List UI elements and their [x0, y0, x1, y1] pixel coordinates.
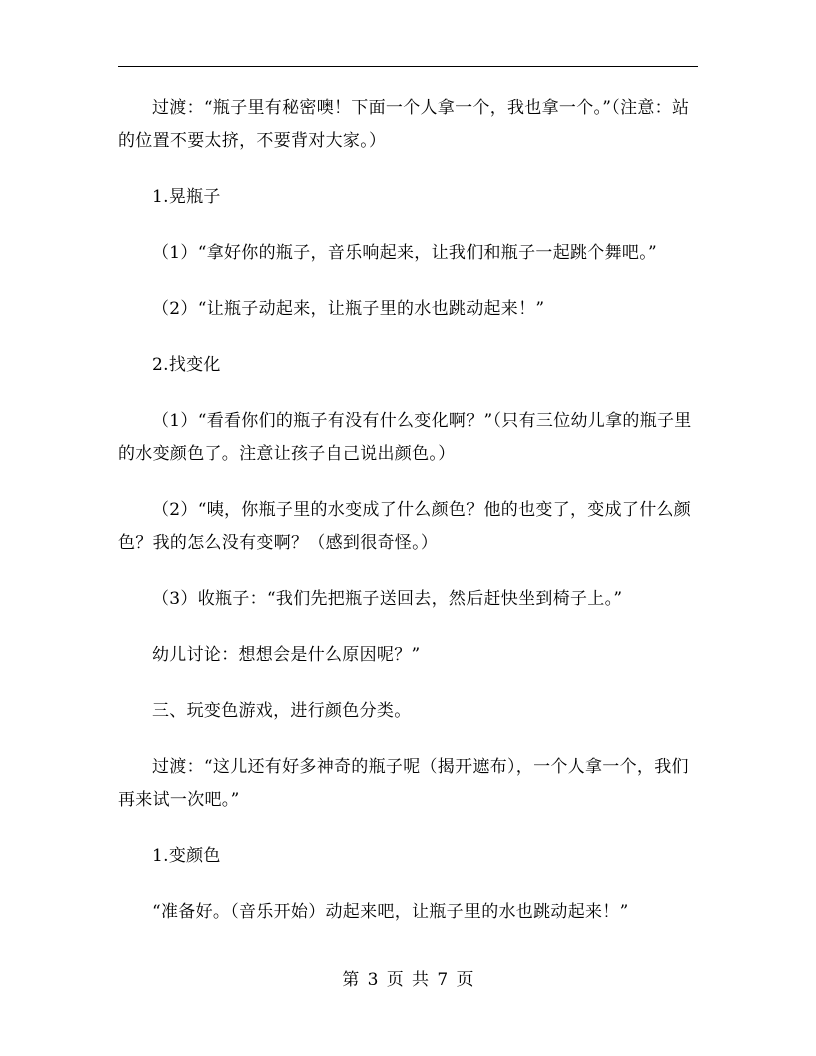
paragraph-find-step-1: （1）“看看你们的瓶子有没有什么变化啊？”（只有三位幼儿拿的瓶子里的水变颜色了。注意让孩子自己说出颜色。）: [118, 411, 692, 464]
paragraph-find-step-2: （2）“咦，你瓶子里的水变成了什么颜色？他的也变了，变成了什么颜色？我的怎么没有变啊？（感到很奇怪。）: [118, 500, 692, 553]
paragraph-shake-step-2: （2）“让瓶子动起来，让瓶子里的水也跳动起来！”: [152, 299, 545, 319]
header-rule: [118, 66, 698, 67]
paragraph-transition: 过渡：“瓶子里有秘密噢！下面一个人拿一个，我也拿一个。”（注意：站的位置不要太挤，不要背对大家。）: [118, 98, 690, 151]
paragraph-shake-step-1: （1）“拿好你的瓶子，音乐响起来，让我们和瓶子一起跳个舞吧。”: [152, 243, 657, 263]
page-footer: [0, 968, 816, 992]
paragraph-transition-2: 过渡：“这儿还有好多神奇的瓶子呢（揭开遮布），一个人拿一个，我们再来试一次吧。”: [118, 757, 689, 810]
paragraph-section-three: 三、玩变色游戏，进行颜色分类。: [152, 701, 412, 721]
page-number: 3: [367, 970, 379, 990]
paragraph-find-change: 2.找变化: [152, 355, 221, 375]
paragraph-shake-bottle: 1.晃瓶子: [152, 187, 221, 207]
footer-ye-2: 页: [456, 970, 474, 990]
document-body: [118, 92, 698, 952]
footer-ye: 页: [386, 970, 404, 990]
paragraph-find-step-3: （3）收瓶子：“我们先把瓶子送回去，然后赶快坐到椅子上。”: [152, 589, 623, 609]
page-total: 7: [437, 970, 449, 990]
paragraph-ready: “准备好。（音乐开始）动起来吧，让瓶子里的水也跳动起来！”: [152, 902, 629, 922]
paragraph-change-color: 1.变颜色: [152, 846, 221, 866]
footer-gong: 共: [412, 970, 430, 990]
footer-di: 第: [342, 970, 360, 990]
paragraph-discussion: 幼儿讨论：想想会是什么原因呢？”: [152, 645, 421, 665]
